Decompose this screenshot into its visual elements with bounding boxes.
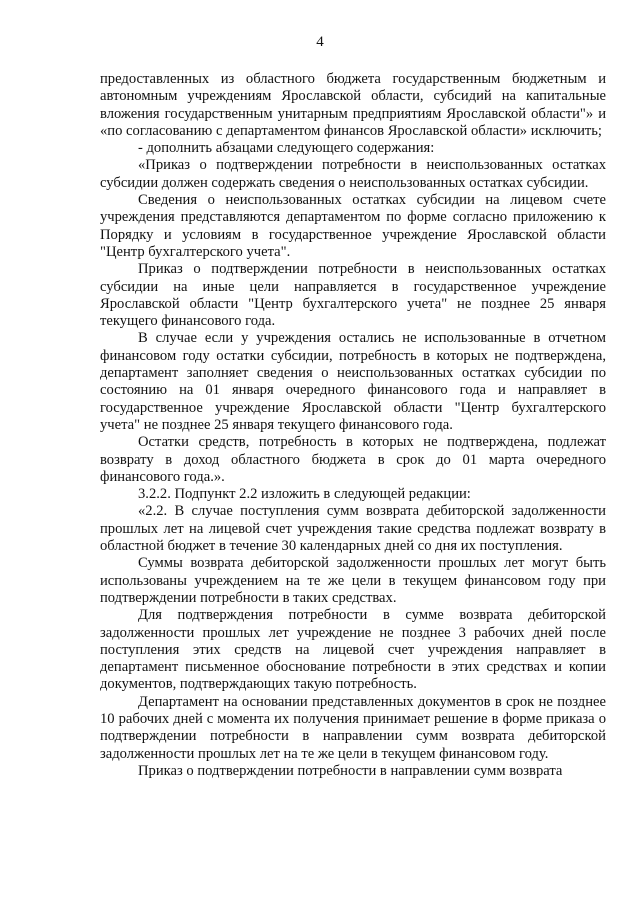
- paragraph: «2.2. В случае поступления сумм возврата дебиторской задолженности прошлых лет на лицевой счет учреждения такие средства подлежат возврату в областной бюджет в течение 30 календарных дней со дня их поступления.: [100, 503, 606, 555]
- paragraph: предоставленных из областного бюджета государственным бюджетным и автономным учреждениям Ярославской области, субсидий на капитальные вложения государственным унитарным предприятиям Ярославской области"» и «по согласованию с департаментом финансов Ярославской области» исключить;: [100, 71, 606, 139]
- paragraph: Приказ о подтверждении потребности в направлении сумм возврата: [138, 762, 563, 779]
- paragraph: Приказ о подтверждении потребности в неиспользованных остатках субсидии на иные цели направляется в государственное учреждение Ярославской области "Центр бухгалтерского учета" не позднее 25 января текущего финансового года.: [100, 261, 606, 330]
- document-body: [100, 71, 606, 780]
- paragraph: Остатки средств, потребность в которых не подтверждена, подлежат возврату в доход областного бюджета в срок до 01 марта очередного финансового года.».: [100, 434, 606, 485]
- paragraph: Департамент на основании представленных документов в срок не позднее 10 рабочих дней с момента их получения принимает решение в форме приказа о подтверждении потребности в направлении сумм возврата дебиторской задолженности прошлых лет на те же цели в текущем финансовом году.: [100, 693, 606, 762]
- paragraph: 3.2.2. Подпункт 2.2 изложить в следующей редакции:: [138, 486, 471, 503]
- paragraph: В случае если у учреждения остались не использованные в отчетном финансовом году остатки субсидии, потребность в которых не подтверждена, департамент заполняет сведения о неиспользованных остатках субсидии по состоянию на 01 января очередного финансового года и направляет в государственное учреждение Ярославской области "Центр бухгалтерского учета" не позднее 25 января текущего финансового года.: [100, 330, 606, 433]
- paragraph: Суммы возврата дебиторской задолженности прошлых лет могут быть использованы учреждением на те же цели в текущем финансовом году при подтверждении потребности в таких средствах.: [100, 555, 606, 606]
- paragraph: - дополнить абзацами следующего содержания:: [138, 140, 435, 157]
- paragraph: Сведения о неиспользованных остатках субсидии на лицевом счете учреждения представляются департаментом по форме согласно приложению к Порядку и условиям в государственное учреждение Ярославской области "Центр бухгалтерского учета".: [100, 192, 606, 260]
- page-number: 4: [316, 34, 324, 50]
- paragraph: Для подтверждения потребности в сумме возврата дебиторской задолженности прошлых лет учреждение не позднее 3 рабочих дней после поступления этих средств на лицевой счет учреждения направляет в департамент письменное обоснование потребности в этих средствах и копии документов, подтверждающих такую потребность.: [100, 607, 606, 693]
- paragraph: «Приказ о подтверждении потребности в неиспользованных остатках субсидии должен содержать сведения о неиспользованных остатках субсидии.: [100, 157, 606, 191]
